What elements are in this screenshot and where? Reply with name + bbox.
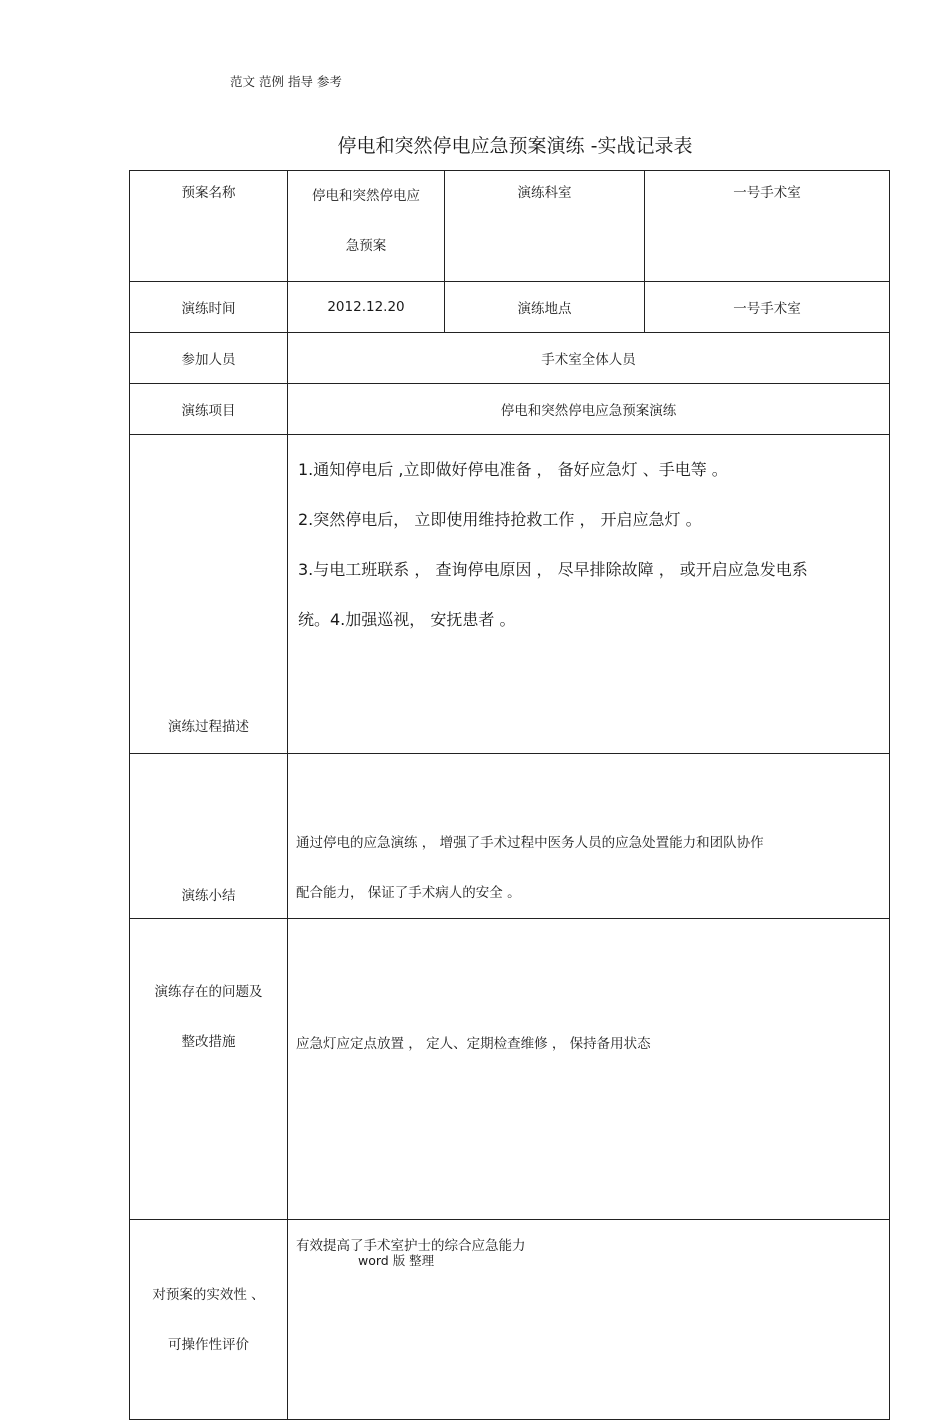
place-label: 演练地点 [445,282,645,333]
place-value: 一号手术室 [645,282,890,333]
process-label: 演练过程描述 [130,435,288,754]
process-line-2: 2.突然停电后， 立即使用维持抢救工作 ， 开启应急灯 。 [298,510,702,529]
evaluation-value: 有效提高了手术室护士的综合应急能力 [288,1220,890,1420]
process-description [288,435,890,754]
dept-value: 一号手术室 [645,171,890,282]
summary-label: 演练小结 [130,754,288,919]
process-line-1: 1.通知停电后 ,立即做好停电准备 ， 备好应急灯 、手电等 。 [298,460,728,479]
problems-label [130,919,288,1220]
evaluation-label-line-2: 可操作性评价 [168,1337,249,1353]
row-project [130,384,890,435]
summary-value [288,754,890,919]
process-line-3: 3.与电工班联系 ， 查询停电原因 ， 尽早排除故障 ， 或开启应急发电系 [298,560,808,579]
project-label: 演练项目 [130,384,288,435]
row-problems [130,919,890,1220]
time-value: 2012.12.20 [288,282,445,333]
header-note: 范文 范例 指导 参考 [230,74,342,89]
participants-value: 手术室全体人员 [288,333,890,384]
plan-name-line-1: 停电和突然停电应 [312,188,420,204]
plan-name-label [130,171,288,282]
row-evaluation [130,1220,890,1420]
row-time [130,282,890,333]
plan-name-line-2: 急预案 [345,238,387,254]
evaluation-label [130,1220,288,1420]
participants-label: 参加人员 [130,333,288,384]
row-summary [130,754,890,919]
plan-name-label-text: 预案名称 [181,185,236,201]
problems-value: 应急灯应定点放置 ， 定人、定期检查维修 ， 保持备用状态 [288,919,890,1220]
footer-note: word 版 整理 [358,1253,435,1268]
row-plan-name [130,171,890,282]
dept-label: 演练科室 [445,171,645,282]
page-title: 停电和突然停电应急预案演练 -实战记录表 [337,135,693,157]
time-label: 演练时间 [130,282,288,333]
evaluation-label-line-1: 对预案的实效性 、 [152,1287,265,1303]
summary-line-2: 配合能力， 保证了手术病人的安全 。 [296,885,521,901]
process-line-4: 统。4.加强巡视， 安抚患者 。 [298,610,516,629]
problems-label-line-2: 整改措施 [181,1034,236,1050]
plan-name-value [288,171,445,282]
project-value: 停电和突然停电应急预案演练 [288,384,890,435]
problems-label-line-1: 演练存在的问题及 [154,984,263,1000]
summary-line-1: 通过停电的应急演练 ， 增强了手术过程中医务人员的应急处置能力和团队协作 [296,835,764,851]
drill-record-table [129,170,890,1420]
row-process [130,435,890,754]
row-participants [130,333,890,384]
